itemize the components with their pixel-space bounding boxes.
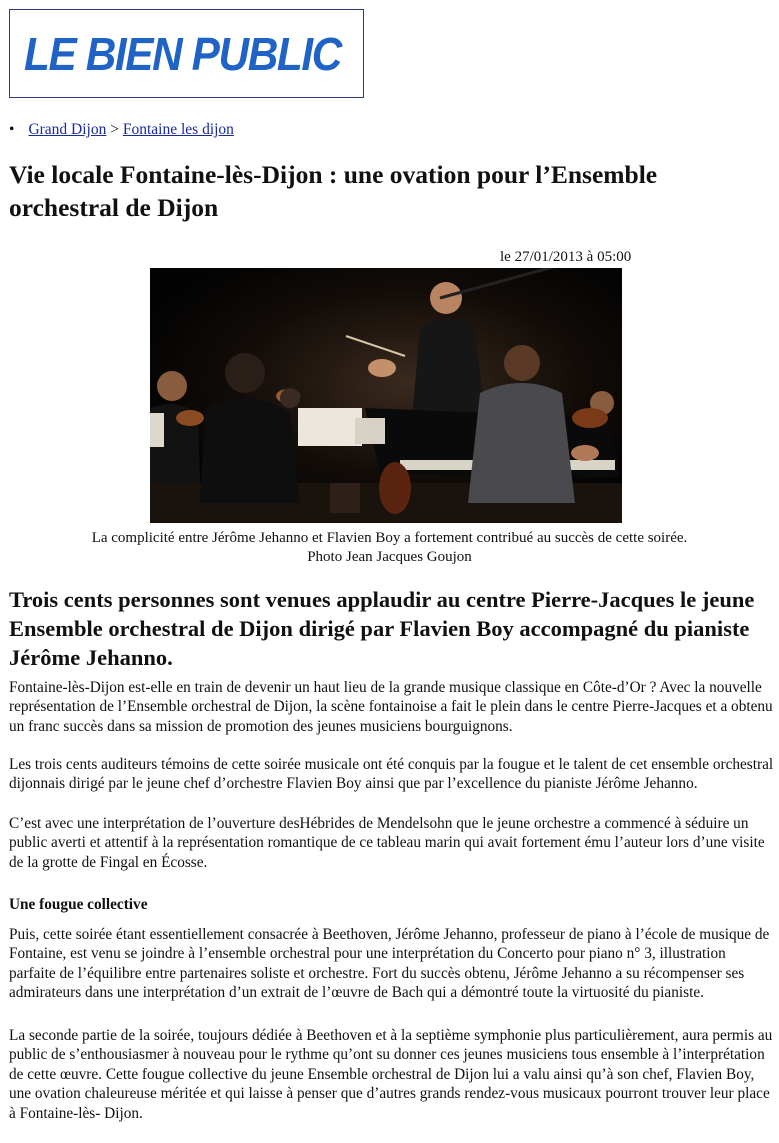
photo-credit: Photo Jean Jacques Goujon — [307, 549, 472, 565]
article-photo — [150, 268, 622, 523]
article-title: Vie locale Fontaine-lès-Dijon : une ovation pour l’Ensemble orchestral de Dijon — [9, 160, 658, 222]
photo-caption — [0, 529, 779, 567]
paragraph-1: Fontaine-lès-Dijon est-elle en train de devenir un haut lieu de la grande musique classique en Côte-d’Or ? Avec la nouvelle représentation de l’Ensemble orchestral de Dijon, la scène fontainoise a fait le plein dans le centre Pierre-Jacques et a obtenu un franc succès dans sa mission de promotion des jeunes musiciens bourguignons. — [9, 679, 773, 735]
breadcrumb-link-fontaine[interactable]: Fontaine les dijon — [122, 121, 234, 138]
breadcrumb-link-grand-dijon[interactable]: Grand Dijon — [28, 121, 107, 138]
breadcrumb-bullet: • — [9, 121, 15, 138]
article-date: le 27/01/2013 à 05:00 — [500, 249, 632, 265]
article-lead: Trois cents personnes sont venues applaudir au centre Pierre-Jacques le jeune Ensemble orchestral de Dijon dirigé par Flavien Boy accompagné du pianiste Jérôme Jehanno. — [9, 587, 755, 670]
logo-text: LE BIEN PUBLIC — [24, 27, 341, 80]
paragraph-4: Puis, cette soirée étant essentiellement consacrée à Beethoven, Jérôme Jehanno, professeur de piano à l’école de musique de Fontaine, est venu se joindre à l’ensemble orchestral pour une interprétation du Concerto pour piano n° 3, illustration parfaite de l’équilibre entre partenaires soliste et orchestre. Fort du succès obtenu, Jérôme Jehanno a su récompenser ses admirateurs dans une interprétation d’un extrait de l’œuvre de Bach qui a démontré toute la virtuosité du pianiste. — [9, 926, 770, 1002]
caption-text: La complicité entre Jérôme Jehanno et Flavien Boy a fortement contribué au succès de cette soirée. — [91, 530, 688, 546]
paragraph-5: La seconde partie de la soirée, toujours dédiée à Beethoven et à la septième symphonie plus particulièrement, aura permis au public de s’enthousiasmer à nouveau pour le rythme qu’ont su donner ces jeunes musiciens tous ensemble à l’interprétation de cette œuvre. Cette fougue collective du jeune Ensemble orchestral de Dijon lui a valu ainsi qu’à son chef, Flavien Boy, une ovation chaleureuse méritée et qui laisse à penser que d’autres grands rendez-vous musicaux pourront trouver leur place à Fontaine-lès- Dijon. — [9, 1027, 773, 1122]
breadcrumb-separator: > — [110, 121, 119, 138]
section-subheading: Une fougue collective — [9, 896, 148, 913]
paragraph-3: C’est avec une interprétation de l’ouverture desHébrides de Mendelsohn que le jeune orchestre a commencé à séduire un public averti et attentif à la représentation romantique de ce tableau marin qui avait fortement ému l’auteur lors d’une visite de la grotte de Fingal en Écosse. — [9, 815, 765, 871]
breadcrumb — [9, 121, 234, 139]
paragraph-2: Les trois cents auditeurs témoins de cette soirée musicale ont été conquis par la fougue et le talent de cet ensemble orchestral dijonnais dirigé par le jeune chef d’orchestre Flavien Boy ainsi que par l’excellence du pianiste Jérôme Jehanno. — [9, 756, 774, 793]
logo[interactable] — [9, 9, 364, 98]
concert-photo-illustration — [150, 268, 622, 523]
